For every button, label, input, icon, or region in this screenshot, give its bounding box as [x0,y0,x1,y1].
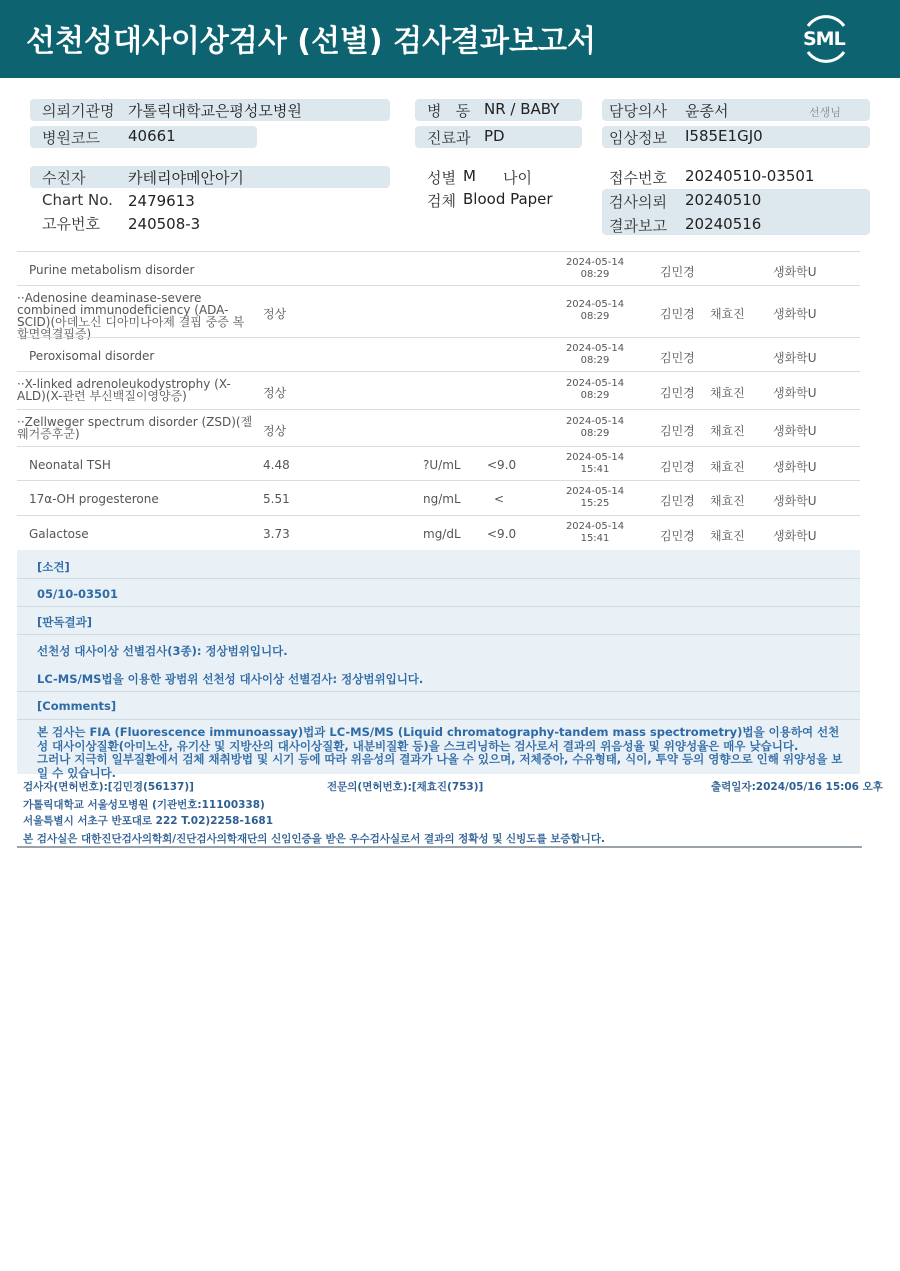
test-ref: <9.0 [487,458,517,472]
reviewer: 채효진 [710,307,745,321]
receipt-value: 20240510-03501 [685,167,815,185]
test-name: Peroxisomal disorder [29,349,155,363]
dept: 생화학U [773,460,817,474]
doctor-suffix: 선생님 [809,106,841,119]
test-ref: < [494,492,505,506]
test-date: 2024-05-14 15:25 [565,486,625,509]
finding-header: [소견] [37,560,70,574]
divider [17,634,860,635]
unique-label: 고유번호 [42,215,100,233]
bottom-divider [17,846,862,848]
examiner: 김민경 [660,494,695,508]
test-result: 5.51 [263,492,290,506]
test-date: 2024-05-14 08:29 [565,257,625,280]
test-result: 3.73 [263,527,290,541]
dept: 생화학U [773,386,817,400]
footer-certification: 본 검사실은 대한진단검사의학회/진단검사의학재단의 신임인증을 받은 우수검사실로서 결과의 정확성 및 신빙도를 보증합니다. [23,833,605,845]
test-name: ··Zellweger spectrum disorder (ZSD)(젤웨거증후군) [17,415,253,441]
ward-value: NR / BABY [484,100,560,118]
dept-label: 진료과 [427,129,471,147]
dept: 생화학U [773,265,817,279]
footer-specialist: 전문의(면허번호):[채효진(753)] [327,781,484,793]
footer-hospital: 가톨릭대학교 서울성모병원 (기관번호:11100338) [23,799,265,811]
clinical-label: 임상정보 [609,129,667,147]
report-value: 20240516 [685,215,762,233]
test-result: 정상 [263,307,287,321]
test-date: 2024-05-14 08:29 [565,378,625,401]
specimen-label: 검체 [427,192,456,210]
specimen-value: Blood Paper [463,190,553,208]
examiner: 김민경 [660,386,695,400]
divider [17,691,860,692]
footer-print-date: 출력일자:2024/05/16 15:06 오후 [711,781,883,793]
institution-label: 의뢰기관명 [42,102,115,120]
finding-value: 05/10-03501 [37,587,118,601]
test-result: 정상 [263,386,287,400]
report-header [0,0,900,78]
patient-label: 수진자 [42,169,86,187]
ward-label: 병 동 [427,102,471,120]
test-date: 2024-05-14 15:41 [565,521,625,544]
test-date: 2024-05-14 15:41 [565,452,625,475]
receipt-label: 접수번호 [609,169,667,187]
test-date: 2024-05-14 08:29 [565,416,625,439]
unique-value: 240508-3 [128,215,201,233]
report-label: 결과보고 [609,217,667,235]
examiner: 김민경 [660,351,695,365]
table-row [17,337,860,372]
test-ref: <9.0 [487,527,517,541]
comments-body: 본 검사는 FIA (Fluorescence immunoassay)법과 LC-MS/MS (Liquid chromatography-tandem mass spectrometry)법을 이용하여 선천성 대사이상질환(아미노산, 유기산 및 지방산의 대사이상질환, 내분비질환 등)을 스크리닝하는 검사로서 결과의 위음성율 및 위양성율은 매우 낮습니다. 그러나 지극히 일부질환에서 검체 채취방법 및 시기 등에 따라 위음성의 결과가 나올 수 있으며, 저체중아, 수유형태, 식이, 투약 등의 영향으로 인해 위양성을 보일 수 있습니다. [37,725,843,780]
dept: 생화학U [773,351,817,365]
test-unit: mg/dL [423,527,461,541]
hospital-code-label: 병원코드 [42,129,100,147]
examiner: 김민경 [660,529,695,543]
examiner: 김민경 [660,265,695,279]
sex-value: M [463,167,476,185]
test-result: 정상 [263,424,287,438]
table-row [17,371,860,410]
logo-text: SML [803,28,845,50]
dept: 생화학U [773,529,817,543]
test-name: Galactose [29,527,89,541]
patient-value: 카테리야메안아기 [128,169,244,187]
request-label: 검사의뢰 [609,193,667,211]
test-result: 4.48 [263,458,290,472]
request-value: 20240510 [685,191,762,209]
table-row [17,409,860,447]
hospital-code-value: 40661 [128,127,176,145]
doctor-label: 담당의사 [609,102,667,120]
table-row [17,251,860,286]
test-name: 17α-OH progesterone [29,492,159,506]
chart-label: Chart No. [42,191,113,209]
judgment-line2: LC-MS/MS법을 이용한 광범위 선천성 대사이상 선별검사: 정상범위입니다. [37,672,424,686]
institution-value: 가톨릭대학교은평성모병원 [128,102,302,120]
judgment-line1: 선천성 대사이상 선별검사(3종): 정상범위입니다. [37,644,288,658]
examiner: 김민경 [660,460,695,474]
age-label: 나이 [503,169,532,187]
test-unit: ?U/mL [423,458,461,472]
reviewer: 채효진 [710,529,745,543]
test-name: Purine metabolism disorder [29,263,195,277]
divider [17,578,860,579]
divider [17,606,860,607]
reviewer: 채효진 [710,460,745,474]
dept: 생화학U [773,494,817,508]
footer-address: 서울특별시 서초구 반포대로 222 T.02)2258-1681 [23,815,274,827]
dept: 생화학U [773,307,817,321]
table-row [17,515,860,551]
table-row [17,285,860,341]
dept-value: PD [484,127,505,145]
test-date: 2024-05-14 08:29 [565,299,625,322]
report-title: 선천성대사이상검사 (선별) 검사결과보고서 [26,24,596,59]
doctor-value: 윤종서 [685,102,729,120]
divider [17,719,860,720]
test-name: ··Adenosine deaminase-severe combined immunodeficiency (ADA-SCID)(아데노신 디아미나아제 결핍 중증 복합면역결핍증) [17,291,245,341]
comment-box [17,550,860,780]
table-row [17,446,860,481]
comments-header: [Comments] [37,699,117,713]
footer-examiner: 검사자(면허번호):[김민경(56137)] [23,781,194,793]
examiner: 김민경 [660,424,695,438]
reviewer: 채효진 [710,424,745,438]
reviewer: 채효진 [710,494,745,508]
examiner: 김민경 [660,307,695,321]
test-date: 2024-05-14 08:29 [565,343,625,366]
reviewer: 채효진 [710,386,745,400]
sex-label: 성별 [427,169,456,187]
dept: 생화학U [773,424,817,438]
judgment-header: [판독결과] [37,615,92,629]
test-unit: ng/mL [423,492,461,506]
table-row [17,480,860,516]
chart-value: 2479613 [128,192,195,210]
test-name: Neonatal TSH [29,458,111,472]
test-name: ··X-linked adrenoleukodystrophy (X-ALD)(X-관련 부신백질이영양증) [17,377,231,403]
clinical-value: I585E1GJ0 [685,127,763,145]
